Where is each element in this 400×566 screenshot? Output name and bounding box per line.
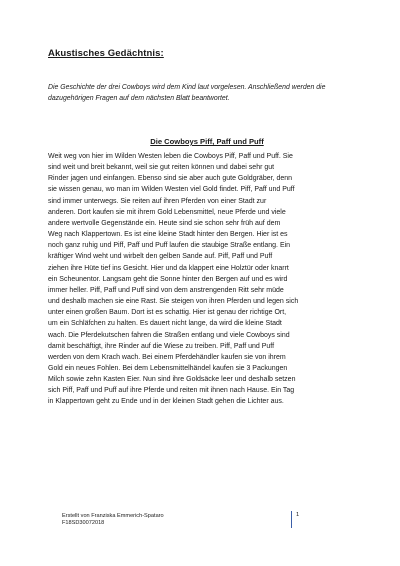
story-line: Rinder jagen und einfangen. Ebenso sind sie aber auch gute Goldgräber, denn [48, 175, 293, 183]
story-line: ziehen ihre Hüte tief ins Gesicht. Hier und da klappert eine Holztür oder knarrt [48, 264, 289, 272]
footer-code: F18SD30072018 [62, 520, 105, 527]
story-line: sich Piff, Paff und Puff auf ihre Pferde und reiten mit ihnen nach Hause. Ein Tag [48, 387, 295, 395]
story-line: werden von dem Krach wach. Bei einem Pferdehändler kaufen sie von ihrem [48, 353, 286, 361]
story-line: kräftiger Wind weht und wirbelt den gelben Sande auf. Piff, Paff und Puff [48, 253, 273, 261]
story-line: sie wissen genau, wo man im Wilden Westen viel Gold findet. Piff, Paff und Puff [48, 186, 295, 194]
story-line: sind immer unterwegs. Sie reiten auf ihren Pferden von einer Stadt zur [48, 197, 267, 205]
story-line: Weit weg von hier im Wilden Westen leben die Cowboys Piff, Paff und Puff. Sie [48, 153, 293, 160]
page-heading: Akustisches Gedächtnis: [48, 48, 164, 59]
story-line: noch ganz ruhig und Piff, Paff und Puff laufen die staubige Straße entlang. Ein [48, 242, 291, 250]
footer-author: Erstellt von Franziska Emmerich-Spataro [62, 513, 164, 519]
story-line: unter einen großen Baum. Dort ist es schattig. Hier ist genau der richtige Ort, [48, 309, 287, 317]
story-line: um ein Schläfchen zu halten. Es dauert nicht lange, da wird die kleine Stadt [48, 320, 282, 328]
story-line: damit beschäftigt, ihre Rinder auf die Wiese zu treiben. Piff, Paff und Puff [48, 342, 275, 350]
page-number: 1 [296, 512, 300, 518]
story-line: und deshalb machen sie eine Rast. Sie steigen von ihren Pferden und legen sich [48, 298, 299, 306]
intro-instructions: Die Geschichte der drei Cowboys wird dem Kind laut vorgelesen. Anschließend werden die dazugehörigen Fragen auf dem nächsten Blatt beantwortet. [48, 84, 326, 102]
story-text [48, 151, 366, 408]
story-line: in Klappertown geht zu Ende und in der kleinen Stadt gehen die Lichter aus. [48, 398, 284, 406]
story-line: wach. Die Pferdekutschen fahren die Straßen entlang und viele Cowboys sind [48, 331, 290, 339]
story-line: sind weit und breit bekannt, weil sie gut reiten können und dabei sehr gut [48, 164, 275, 172]
story-line: Gold ein neues Fohlen. Bei dem Lebensmittelhändel kaufen sie 3 Packungen [48, 364, 288, 372]
story-line: andere wertvolle Gegenstände ein. Heute sind sie schon sehr früh auf dem [48, 219, 281, 227]
story-line: immer heller. Piff, Paff und Puff sind von dem anstrengenden Ritt sehr müde [48, 286, 284, 294]
story-line: anderen. Dort kaufen sie mit ihrem Gold Lebensmittel, neue Pferde und viele [48, 208, 286, 216]
story-line: Weg nach Klappertown. Es ist eine kleine Stadt hinter den Bergen. Hier ist es [48, 231, 288, 239]
story-title: Die Cowboys Piff, Paff und Puff [150, 137, 264, 146]
story-line: ein Scheunentor. Langsam geht die Sonne hinter den Bergen auf und es wird [48, 275, 288, 283]
footer-divider [291, 511, 292, 528]
story-line: Milch sowie zehn Kasten Eier. Nun sind ihre Goldsäcke leer und deshalb setzen [48, 376, 296, 384]
footer-credits [62, 513, 164, 528]
